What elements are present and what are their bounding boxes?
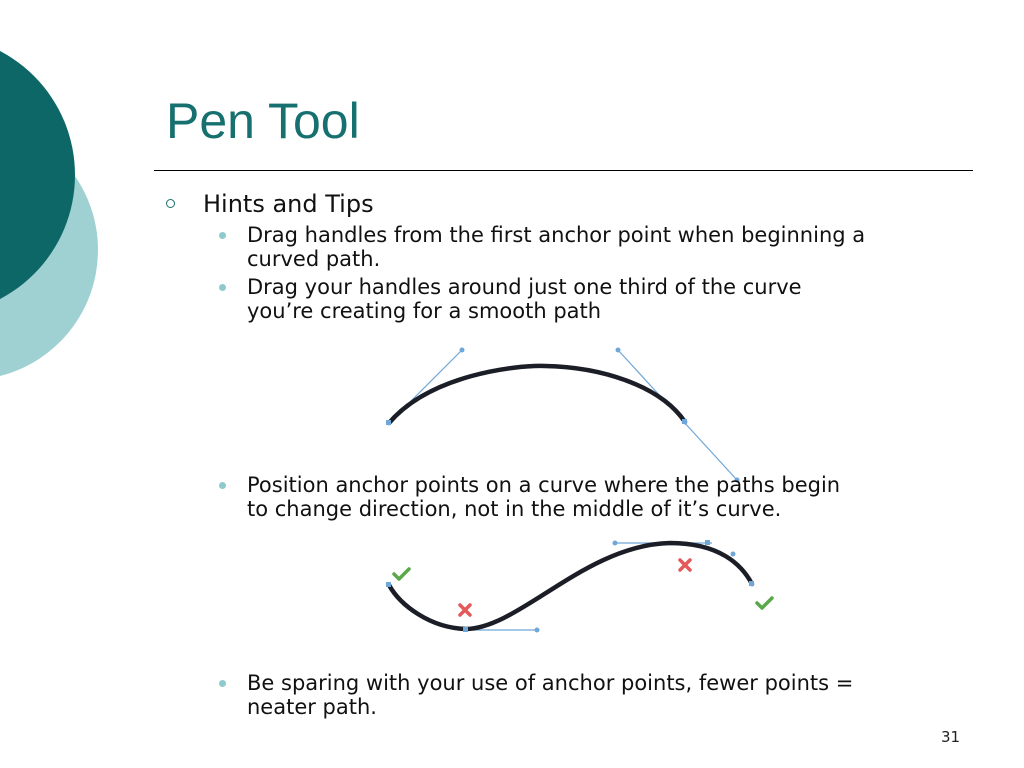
round-bullet-icon — [219, 680, 226, 687]
cross-mark-icon — [680, 560, 690, 570]
bullet-text-line: Drag handles from the first anchor point when beginning a — [247, 223, 866, 247]
anchor-point — [749, 581, 754, 586]
bullet-text-line: you’re creating for a smooth path — [247, 299, 602, 323]
bullet-text-line: Drag your handles around just one third of the curve — [247, 275, 802, 299]
handle-point — [460, 348, 465, 353]
section-heading-label: Hints and Tips — [203, 190, 374, 218]
bullet-text-line: curved path. — [247, 247, 381, 271]
handle-point — [535, 628, 540, 633]
decorative-circles — [0, 0, 110, 420]
slide-title: Pen Tool — [166, 93, 360, 149]
handle-point — [613, 541, 618, 546]
s-curve-illustration — [378, 535, 778, 640]
round-bullet-icon — [219, 232, 226, 239]
anchor-point — [705, 540, 710, 545]
page-number: 31 — [941, 728, 961, 746]
anchor-point — [386, 582, 391, 587]
check-mark-icon — [394, 569, 409, 579]
handle-point — [616, 348, 621, 353]
round-bullet-icon — [219, 482, 226, 489]
handle-point — [731, 552, 736, 557]
title-divider — [154, 170, 973, 171]
bullet-text-line: Be sparing with your use of anchor points, fewer points = — [247, 671, 854, 695]
check-mark-icon — [757, 598, 772, 608]
bullet-text-line: Position anchor points on a curve where the paths begin — [247, 473, 841, 497]
hollow-circle-bullet-icon — [166, 199, 175, 208]
anchor-point — [463, 627, 468, 632]
curve-path — [389, 543, 752, 629]
round-bullet-icon — [219, 284, 226, 291]
bullet-text-line: to change direction, not in the middle of it’s curve. — [247, 497, 782, 521]
bullet-text-line: neater path. — [247, 695, 377, 719]
cross-mark-icon — [460, 605, 470, 615]
arc-path-illustration — [370, 335, 760, 495]
anchor-point — [682, 419, 687, 424]
anchor-point — [386, 420, 391, 425]
